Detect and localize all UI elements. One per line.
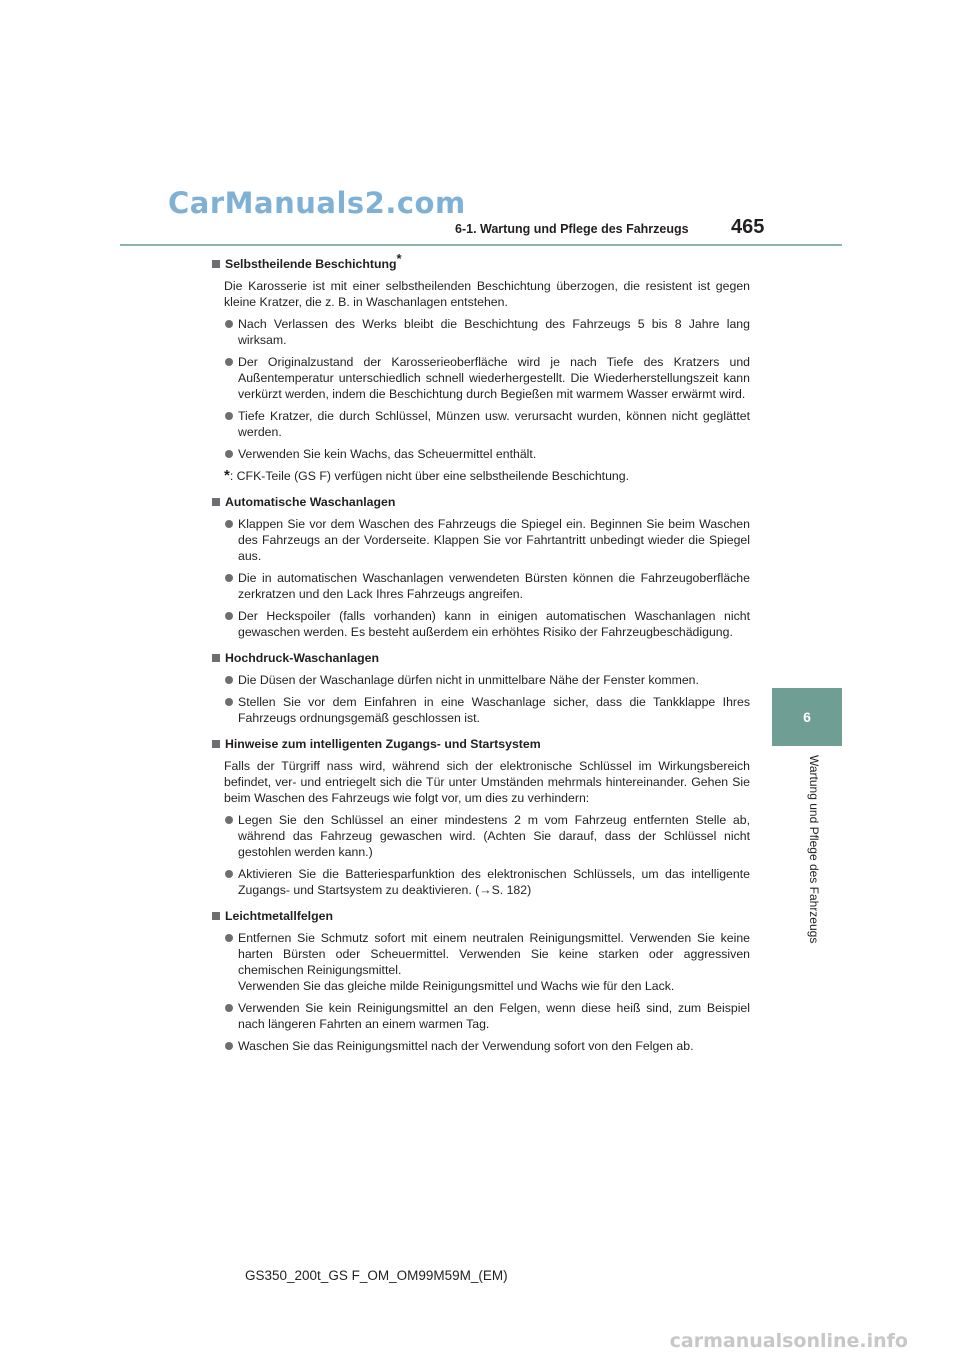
heading-text: Selbstheilende Beschichtung [225, 257, 397, 271]
list-item: Verwenden Sie kein Reinigungsmittel an den Felgen, wenn diese heiß sind, zum Beispiel nach längeren Fahrten an einem warmen Tag. [212, 1000, 750, 1032]
heading-text: Automatische Waschanlagen [225, 495, 396, 509]
list-item: Stellen Sie vor dem Einfahren in eine Waschanlage sicher, dass die Tankklappe Ihres Fahrzeugs ordnungsgemäß geschlossen ist. [212, 694, 750, 726]
square-marker-icon [212, 498, 220, 506]
bullet-icon [225, 450, 233, 458]
bullet-icon [225, 1004, 233, 1012]
list-item: Nach Verlassen des Werks bleibt die Beschichtung des Fahrzeugs 5 bis 8 Jahre lang wirksam. [212, 316, 750, 348]
list-item: Die Düsen der Waschanlage dürfen nicht in unmittelbare Nähe der Fenster kommen. [212, 672, 750, 688]
heading-text: Leichtmetallfelgen [225, 909, 333, 923]
bullet-icon [225, 520, 233, 528]
list-item-continuation: Verwenden Sie das gleiche milde Reinigungsmittel und Wachs wie für den Lack. [238, 979, 675, 993]
bullet-icon [225, 412, 233, 420]
list-item: Der Heckspoiler (falls vorhanden) kann in einigen automatischen Waschanlagen nicht gewaschen werden. Es besteht außerdem ein erhöhtes Risiko der Fahrzeugbeschädigung. [212, 608, 750, 640]
bullet-icon [225, 574, 233, 582]
list-item: Entfernen Sie Schmutz sofort mit einem neutralen Reinigungsmittel. Verwenden Sie keine harten Bürsten oder Scheuermittel. Verwenden Sie keine starken oder aggressiven chemischen Reinigungsmittel. Verwenden Sie das gleiche milde Reinigungsmittel und Wachs wie für den Lack. [212, 930, 750, 994]
bullet-icon [225, 816, 233, 824]
footnote-text: : CFK-Teile (GS F) verfügen nicht über eine selbstheilende Beschichtung. [229, 469, 630, 483]
footnote-star: * [396, 250, 402, 266]
list-item: Aktivieren Sie die Batteriesparfunktion des elektronischen Schlüssels, um das intelligente Zugangs- und Startsystem zu deaktivieren. (→S. 182) [212, 866, 750, 898]
list-item: Klappen Sie vor dem Waschen des Fahrzeugs die Spiegel ein. Beginnen Sie beim Waschen des Fahrzeugs an der Vorderseite. Klappen Sie vor Fahrtantritt unbedingt wieder die Spiegel aus. [212, 516, 750, 564]
bullet-icon [225, 320, 233, 328]
bullet-icon [225, 698, 233, 706]
list-item: Legen Sie den Schlüssel an einer mindestens 2 m vom Fahrzeug entfernten Stelle ab, während das Fahrzeug gewaschen wird. (Achten Sie darauf, dass der Schlüssel nicht gestohlen werden kann.) [212, 812, 750, 860]
section-heading [212, 650, 750, 666]
list-item: Die in automatischen Waschanlagen verwendeten Bürsten können die Fahrzeugoberfläche zerkratzen und den Lack Ihres Fahrzeugs angreifen. [212, 570, 750, 602]
square-marker-icon [212, 740, 220, 748]
square-marker-icon [212, 912, 220, 920]
section-heading [212, 908, 750, 924]
section-paragraph: Die Karosserie ist mit einer selbstheilenden Beschichtung überzogen, die resistent ist gegen kleine Kratzer, die z. B. in Waschanlagen entstehen. [224, 279, 750, 309]
page-number: 465 [731, 216, 765, 238]
footnote [212, 468, 750, 484]
chapter-tab: 6 [772, 688, 842, 746]
bullet-icon [225, 1042, 233, 1050]
section-heading [212, 494, 750, 510]
bullet-icon [225, 676, 233, 684]
square-marker-icon [212, 654, 220, 662]
bullet-icon [225, 934, 233, 942]
heading-text: Hochdruck-Waschanlagen [225, 651, 379, 665]
header-divider [120, 244, 842, 246]
main-content [212, 250, 750, 1054]
section-heading [212, 250, 750, 272]
section-paragraph: Falls der Türgriff nass wird, während sich der elektronische Schlüssel im Wirkungsbereich befindet, ver- und entriegelt sich die Tür unter Umständen mehrmals hintereinander. Gehen Sie beim Waschen des Fahrzeugs wie folgt vor, um dies zu verhindern: [224, 759, 750, 805]
watermark-footer: carmanualsonline.info [669, 1330, 908, 1352]
watermark-logo: CarManuals2.com [168, 186, 466, 220]
document-code: GS350_200t_GS F_OM_OM99M59M_(EM) [245, 1268, 508, 1283]
square-marker-icon [212, 260, 220, 268]
bullet-icon [225, 358, 233, 366]
section-heading [212, 736, 750, 752]
bullet-icon [225, 612, 233, 620]
list-item: Tiefe Kratzer, die durch Schlüssel, Münzen usw. verursacht wurden, können nicht geglättet werden. [212, 408, 750, 440]
section-title: 6-1. Wartung und Pflege des Fahrzeugs [455, 222, 689, 236]
list-item: Waschen Sie das Reinigungsmittel nach der Verwendung sofort von den Felgen ab. [212, 1038, 750, 1054]
footnote-mark: * [224, 467, 230, 484]
heading-text: Hinweise zum intelligenten Zugangs- und Startsystem [225, 737, 541, 751]
list-item: Der Originalzustand der Karosserieoberfläche wird je nach Tiefe des Kratzers und Außentemperatur unterschiedlich schnell wiederhergestellt. Die Wiederherstellungszeit kann verkürzt werden, indem die Beschichtung durch Begießen mit warmem Wasser erwärmt wird. [212, 354, 750, 402]
chapter-title-vertical: Wartung und Pflege des Fahrzeugs [807, 755, 821, 944]
list-item: Verwenden Sie kein Wachs, das Scheuermittel enthält. [212, 446, 750, 462]
bullet-icon [225, 870, 233, 878]
